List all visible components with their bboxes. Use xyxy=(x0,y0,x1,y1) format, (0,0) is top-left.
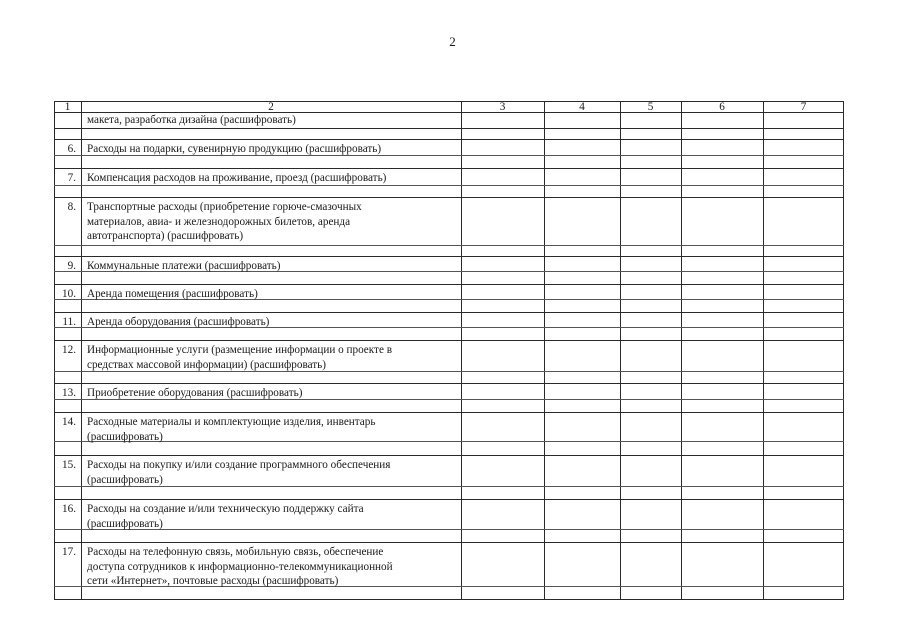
table-cell-text: (расшифровать) xyxy=(87,430,163,443)
row-number: 17. xyxy=(62,546,76,558)
table-row-subline xyxy=(54,441,844,442)
table-column-border xyxy=(681,101,682,600)
table-column-border xyxy=(461,101,462,600)
table-row-border xyxy=(54,139,844,140)
table-row-border xyxy=(54,499,844,500)
table-cell-text: Расходы на покупку и/или создание программного обеспечения xyxy=(87,459,391,471)
page-number: 2 xyxy=(449,34,456,49)
table-cell-text: средствах массовой информации) (расшифровать) xyxy=(87,358,327,371)
table-row-border xyxy=(54,455,844,456)
table-row-border xyxy=(54,599,844,600)
table-header-cell: 5 xyxy=(647,101,654,113)
table-column-border xyxy=(843,101,844,600)
budget-table xyxy=(54,101,844,600)
table-row-border xyxy=(54,256,844,257)
table-cell-text: Приобретение оборудования (расшифровать) xyxy=(87,387,303,399)
row-number: 7. xyxy=(67,172,76,184)
table-row-subline xyxy=(54,529,844,530)
table-row-border xyxy=(54,168,844,169)
table-cell-text: (расшифровать) xyxy=(87,473,163,486)
table-row-subline xyxy=(54,486,844,487)
table-header-cell: 3 xyxy=(499,101,506,113)
table-row-border xyxy=(54,197,844,198)
row-number: 16. xyxy=(62,503,76,515)
table-row-border xyxy=(54,128,844,129)
table-cell-text: Расходы на создание и/или техническую поддержку сайта xyxy=(87,503,364,515)
table-cell-text: Коммунальные платежи (расшифровать) xyxy=(87,260,281,272)
row-number: 8. xyxy=(67,201,76,213)
table-cell-text: макета, разработка дизайна (расшифровать) xyxy=(87,114,296,126)
table-row-border xyxy=(54,542,844,543)
table-cell-text: (расшифровать) xyxy=(87,517,163,530)
table-cell-text: Аренда оборудования (расшифровать) xyxy=(87,316,270,328)
table-row-border xyxy=(54,312,844,313)
table-cell-text: Транспортные расходы (приобретение горюче-смазочных xyxy=(87,201,362,213)
table-cell-text: Расходы на телефонную связь, мобильную связь, обеспечение xyxy=(87,546,384,558)
table-row-border xyxy=(54,340,844,341)
table-row-subline xyxy=(54,245,844,246)
table-header-cell: 2 xyxy=(268,101,274,113)
table-cell-text: Расходные материалы и комплектующие изделия, инвентарь xyxy=(87,416,376,428)
table-header-cell: 1 xyxy=(64,101,71,113)
row-number: 6. xyxy=(67,143,76,155)
table-cell-text: автотранспорта) (расшифровать) xyxy=(87,230,244,243)
table-column-border xyxy=(544,101,545,600)
table-row-border xyxy=(54,383,844,384)
table-cell-text: Компенсация расходов на проживание, проезд (расшифровать) xyxy=(87,172,387,184)
row-number: 13. xyxy=(62,387,76,399)
row-number: 14. xyxy=(62,416,76,428)
row-number: 15. xyxy=(62,459,76,471)
table-cell-text: материалов, авиа- и железнодорожных билетов, аренда xyxy=(87,215,351,228)
table-header-cell: 6 xyxy=(719,101,725,113)
table-row-border xyxy=(54,412,844,413)
row-number: 10. xyxy=(62,288,76,300)
table-column-border xyxy=(620,101,621,600)
table-cell-text: сети «Интернет», почтовые расходы (расшифровать) xyxy=(87,575,339,588)
table-cell-text: Информационные услуги (размещение информации о проекте в xyxy=(87,344,392,356)
row-number: 9. xyxy=(67,260,76,272)
table-cell-text: Расходы на подарки, сувенирную продукцию (расшифровать) xyxy=(87,143,382,155)
table-column-border xyxy=(763,101,764,600)
table-row-border xyxy=(54,284,844,285)
row-number: 11. xyxy=(62,316,76,328)
table-header-cell: 4 xyxy=(579,101,585,113)
table-cell-text: Аренда помещения (расшифровать) xyxy=(87,288,258,300)
table-cell-text: доступа сотрудников к информационно-телекоммуникационной xyxy=(87,560,393,573)
table-column-border xyxy=(81,101,82,600)
row-number: 12. xyxy=(62,344,76,356)
table-header-cell: 7 xyxy=(800,101,807,113)
